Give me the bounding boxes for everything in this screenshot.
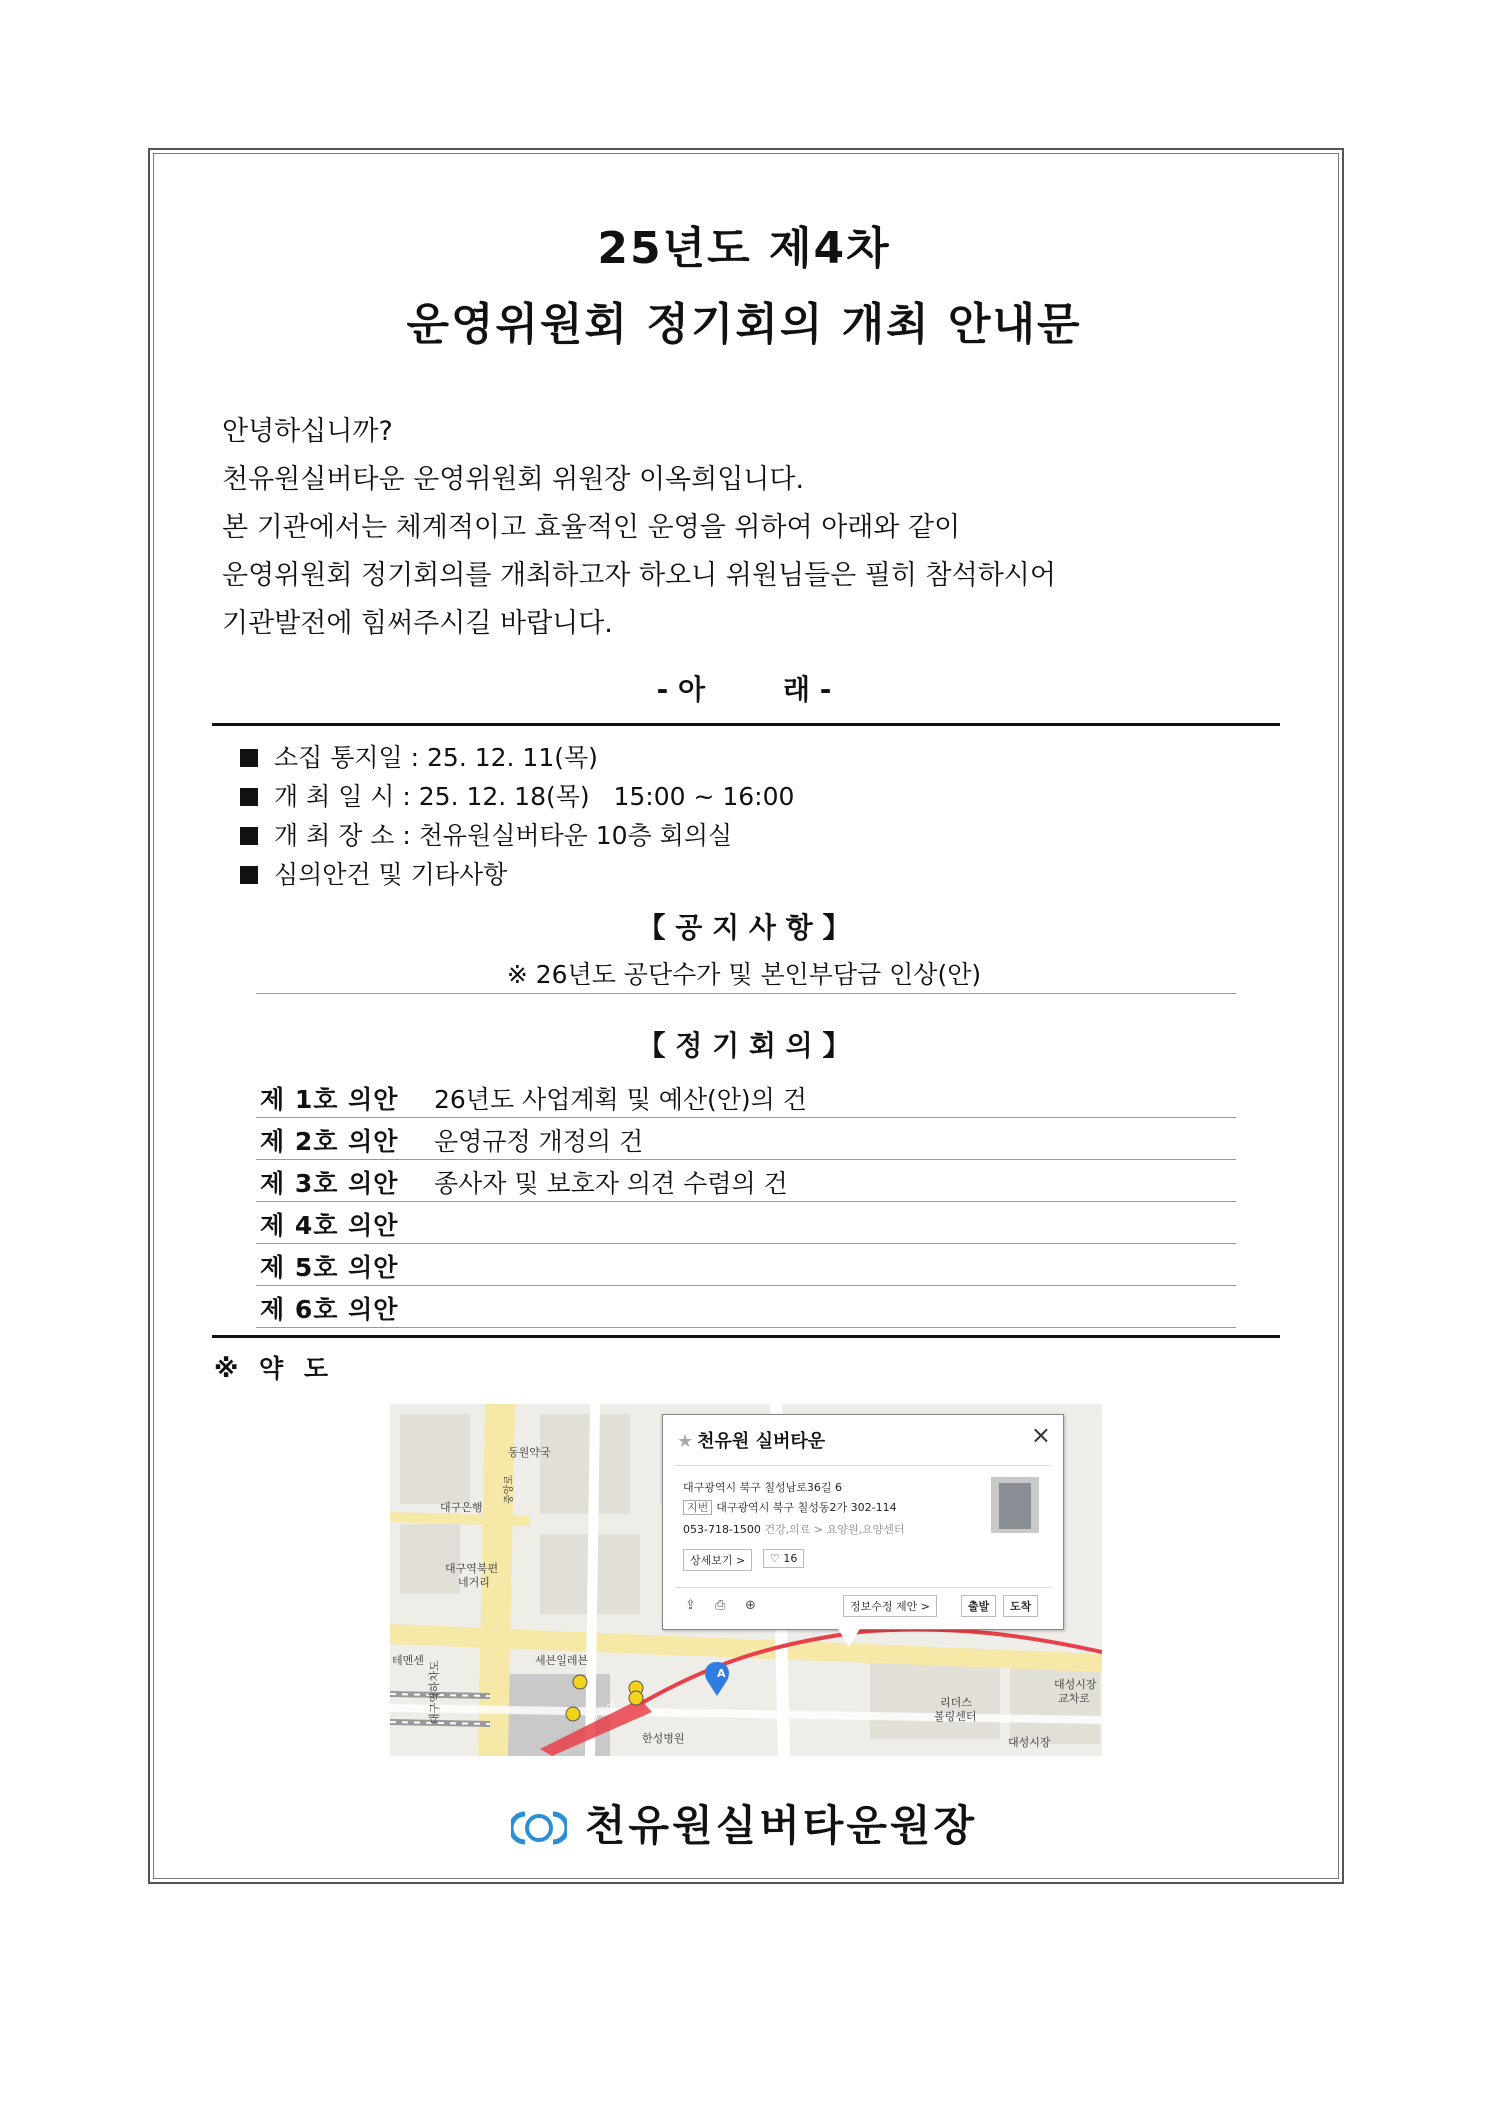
notice-divider [256, 993, 1236, 994]
popup-title-text: 천유원 실버타운 [697, 1431, 826, 1452]
popup-phone: 053-718-1500 [683, 1523, 761, 1536]
map-marker-label: A [717, 1667, 726, 1680]
agenda-topic: 운영규정 개정의 건 [434, 1127, 644, 1156]
map-label-cross: 교차로 [1058, 1692, 1090, 1705]
agenda-number: 제 5호 의안 [260, 1253, 399, 1282]
organization-logo-icon [511, 1807, 567, 1856]
popup-phone-row [683, 1521, 905, 1537]
map-label-leaders: 리더스 [940, 1696, 972, 1709]
info-row [240, 855, 794, 894]
zoom-icon[interactable]: ⊕ [745, 1598, 756, 1613]
divider-top [212, 723, 1280, 726]
info-text: 개 최 일 시 : 25. 12. 18(목) 15:00 ~ 16:00 [274, 782, 795, 811]
greeting-line: 기관발전에 힘써주시길 바랍니다. [222, 608, 613, 639]
notice-heading: 【 공 지 사 항 】 [637, 911, 851, 944]
square-bullet-icon [240, 788, 258, 806]
agenda-topic: 종사자 및 보호자 의견 수렴의 건 [434, 1169, 788, 1198]
square-bullet-icon [240, 749, 258, 767]
info-row [240, 738, 794, 777]
arrive-button[interactable]: 도착 [1003, 1595, 1038, 1617]
signature-text: 천유원실버타운원장 [584, 1801, 978, 1850]
agenda-row [256, 1286, 1236, 1328]
popup-jibun [683, 1499, 897, 1515]
map-label-station: 대구역 [584, 1699, 620, 1726]
popup-title [677, 1427, 825, 1453]
popup-address: 대구광역시 북구 칠성남로36길 6 [683, 1481, 842, 1494]
divider-bottom [212, 1335, 1280, 1338]
greeting-line: 천유원실버타운 운영위원회 위원장 이옥희입니다. [222, 464, 805, 495]
map-label-pharmacy: 동원약국 [508, 1446, 551, 1459]
agenda-row [256, 1202, 1236, 1244]
jibun-text: 대구광역시 북구 칠성동2가 302-114 [716, 1501, 897, 1514]
greeting-line: 본 기관에서는 체계적이고 효율적인 운영을 위하여 아래와 같이 [222, 512, 961, 543]
notice-item: ※ 26년도 공단수가 및 본인부담금 인상(안) [506, 960, 982, 989]
agenda-number: 제 4호 의안 [260, 1211, 399, 1240]
meeting-heading: 【 정 기 회 의 】 [637, 1029, 851, 1062]
map-label-market: 대성시장 [1008, 1736, 1051, 1749]
title-line1: 25년도 제4차 [597, 223, 891, 274]
location-map [390, 1404, 1102, 1756]
detail-button[interactable]: 상세보기 > [683, 1549, 752, 1571]
map-label-underpass: 대구역하차도 [428, 1660, 441, 1724]
agenda-number: 제 3호 의안 [260, 1169, 399, 1198]
info-text: 소집 통지일 : 25. 12. 11(목) [274, 743, 598, 772]
info-row [240, 777, 794, 816]
agenda-row [256, 1244, 1236, 1286]
popup-category: 건강,의료 > 요양원,요양센터 [764, 1523, 905, 1536]
agenda-topic: 26년도 사업계획 및 예산(안)의 건 [434, 1085, 807, 1114]
agenda-table [256, 1076, 1236, 1328]
square-bullet-icon [240, 866, 258, 884]
greeting-paragraph [222, 408, 1056, 648]
agenda-number: 제 2호 의안 [260, 1127, 399, 1156]
agenda-row [256, 1076, 1236, 1118]
title-line2: 운영위원회 정기회의 개최 안내문 [406, 299, 1082, 350]
suggest-edit-button[interactable]: 정보수정 제안 > [843, 1595, 937, 1617]
map-label-jungang: 중앙로 [504, 1475, 515, 1504]
jibun-tag: 지번 [683, 1500, 712, 1515]
building-photo[interactable] [991, 1477, 1039, 1533]
agenda-row [256, 1160, 1236, 1202]
agenda-number: 제 1호 의안 [260, 1085, 399, 1114]
like-button[interactable]: ♡ 16 [763, 1549, 804, 1568]
info-text: 심의안건 및 기타사항 [274, 860, 508, 889]
place-popup [662, 1414, 1064, 1630]
agenda-number: 제 6호 의안 [260, 1295, 399, 1324]
info-text: 개 최 장 소 : 천유원실버타운 10층 회의실 [274, 821, 733, 850]
section-below-heading: - 아 래 - [656, 673, 832, 706]
map-label-temensen: 테멘센 [392, 1654, 424, 1667]
info-row [240, 816, 794, 855]
share-icon[interactable]: ⇪ [685, 1598, 696, 1613]
map-label-bowling: 볼링센터 [934, 1710, 977, 1723]
depart-button[interactable]: 출발 [961, 1595, 996, 1617]
map-label: ※ 약 도 [214, 1354, 335, 1383]
close-icon[interactable]: × [1030, 1421, 1051, 1449]
agenda-row [256, 1118, 1236, 1160]
meeting-info [240, 738, 794, 894]
map-label-bank: 대구은행 [440, 1501, 483, 1514]
print-icon[interactable]: ⎙ [715, 1598, 726, 1613]
star-icon[interactable]: ★ [677, 1431, 694, 1452]
map-label-hospital: 한성병원 [642, 1732, 685, 1745]
map-label-crossroad: 네거리 [458, 1576, 490, 1589]
map-label-seven: 세븐일레븐 [535, 1654, 589, 1667]
signature [0, 1793, 1488, 1856]
map-label-north-exit: 대구역북편 [445, 1562, 499, 1575]
greeting-line: 안녕하십니까? [222, 416, 393, 447]
square-bullet-icon [240, 827, 258, 845]
map-label-market-cross: 대성시장 [1054, 1678, 1097, 1691]
greeting-line: 운영위원회 정기회의를 개최하고자 하오니 위원님들은 필히 참석하시어 [222, 560, 1056, 591]
